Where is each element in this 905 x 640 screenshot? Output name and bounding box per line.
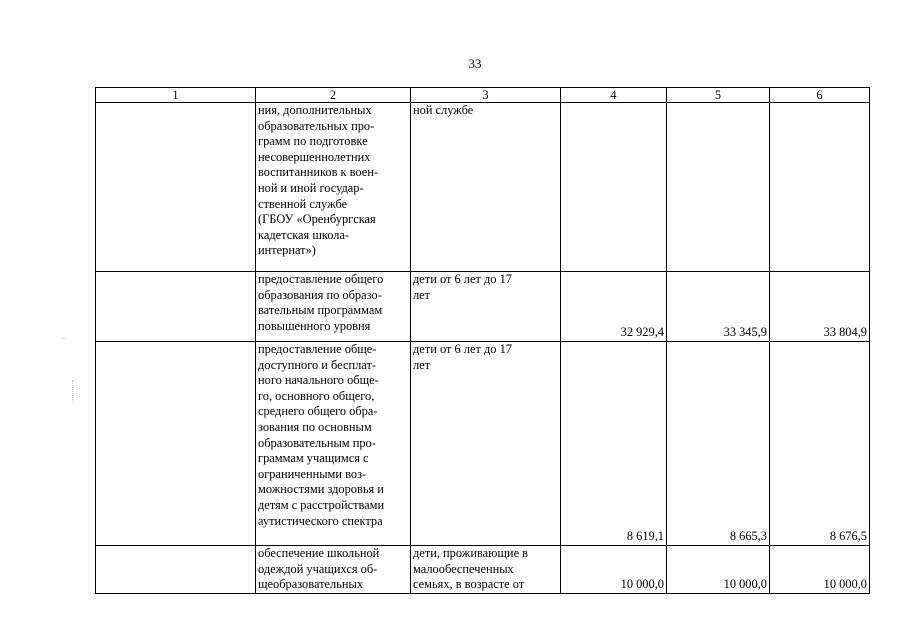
amount-cell [667, 103, 770, 272]
table-row [96, 342, 870, 546]
service-name-cell: предоставление обще- доступного и бесплат- ного начального обще- го, основного общего, среднего общего обра- зования по основным образовательным про- граммам учащимся с ограниченными воз- можностями здоровья и детям с расстройствами аутистического спектра [256, 342, 411, 546]
column-header: 1 [96, 88, 256, 103]
table-row [96, 103, 870, 272]
amount-cell: 33 804,9 [770, 272, 870, 342]
table-row [96, 546, 870, 594]
table-row [96, 272, 870, 342]
amount-cell: 8 619,1 [561, 342, 667, 546]
scan-artifact [62, 338, 65, 339]
amount-cell: 10 000,0 [667, 546, 770, 594]
amount-cell: 8 676,5 [770, 342, 870, 546]
amount-cell: 10 000,0 [561, 546, 667, 594]
column-header: 3 [411, 88, 561, 103]
scan-artifact [72, 380, 75, 402]
amount-cell: 32 929,4 [561, 272, 667, 342]
budget-table [95, 87, 870, 594]
service-name-cell: обеспечение школьной одеждой учащихся об- щеобразовательных [256, 546, 411, 594]
column-header: 6 [770, 88, 870, 103]
recipient-category-cell: дети от 6 лет до 17 лет [411, 272, 561, 342]
table-cell [96, 103, 256, 272]
table-cell [96, 272, 256, 342]
table-header-row [96, 88, 870, 103]
amount-cell: 33 345,9 [667, 272, 770, 342]
column-header: 4 [561, 88, 667, 103]
column-header: 2 [256, 88, 411, 103]
page-number: 33 [468, 56, 482, 71]
service-name-cell: ния, дополнительных образовательных про- грамм по подготовке несовершеннолетних воспитанников к воен- ной и иной государ- ственной службе (ГБОУ «Оренбургская кадетская школа- интернат») [256, 103, 411, 272]
amount-cell: 10 000,0 [770, 546, 870, 594]
recipient-category-cell: ной службе [411, 103, 561, 272]
service-name-cell: предоставление общего образования по образо- вательным программам повышенного уровня [256, 272, 411, 342]
amount-cell: 8 665,3 [667, 342, 770, 546]
recipient-category-cell: дети от 6 лет до 17 лет [411, 342, 561, 546]
table-cell [96, 342, 256, 546]
column-header: 5 [667, 88, 770, 103]
amount-cell [561, 103, 667, 272]
amount-cell [770, 103, 870, 272]
table-cell [96, 546, 256, 594]
recipient-category-cell: дети, проживающие в малообеспеченных семьях, в возрасте от [411, 546, 561, 594]
